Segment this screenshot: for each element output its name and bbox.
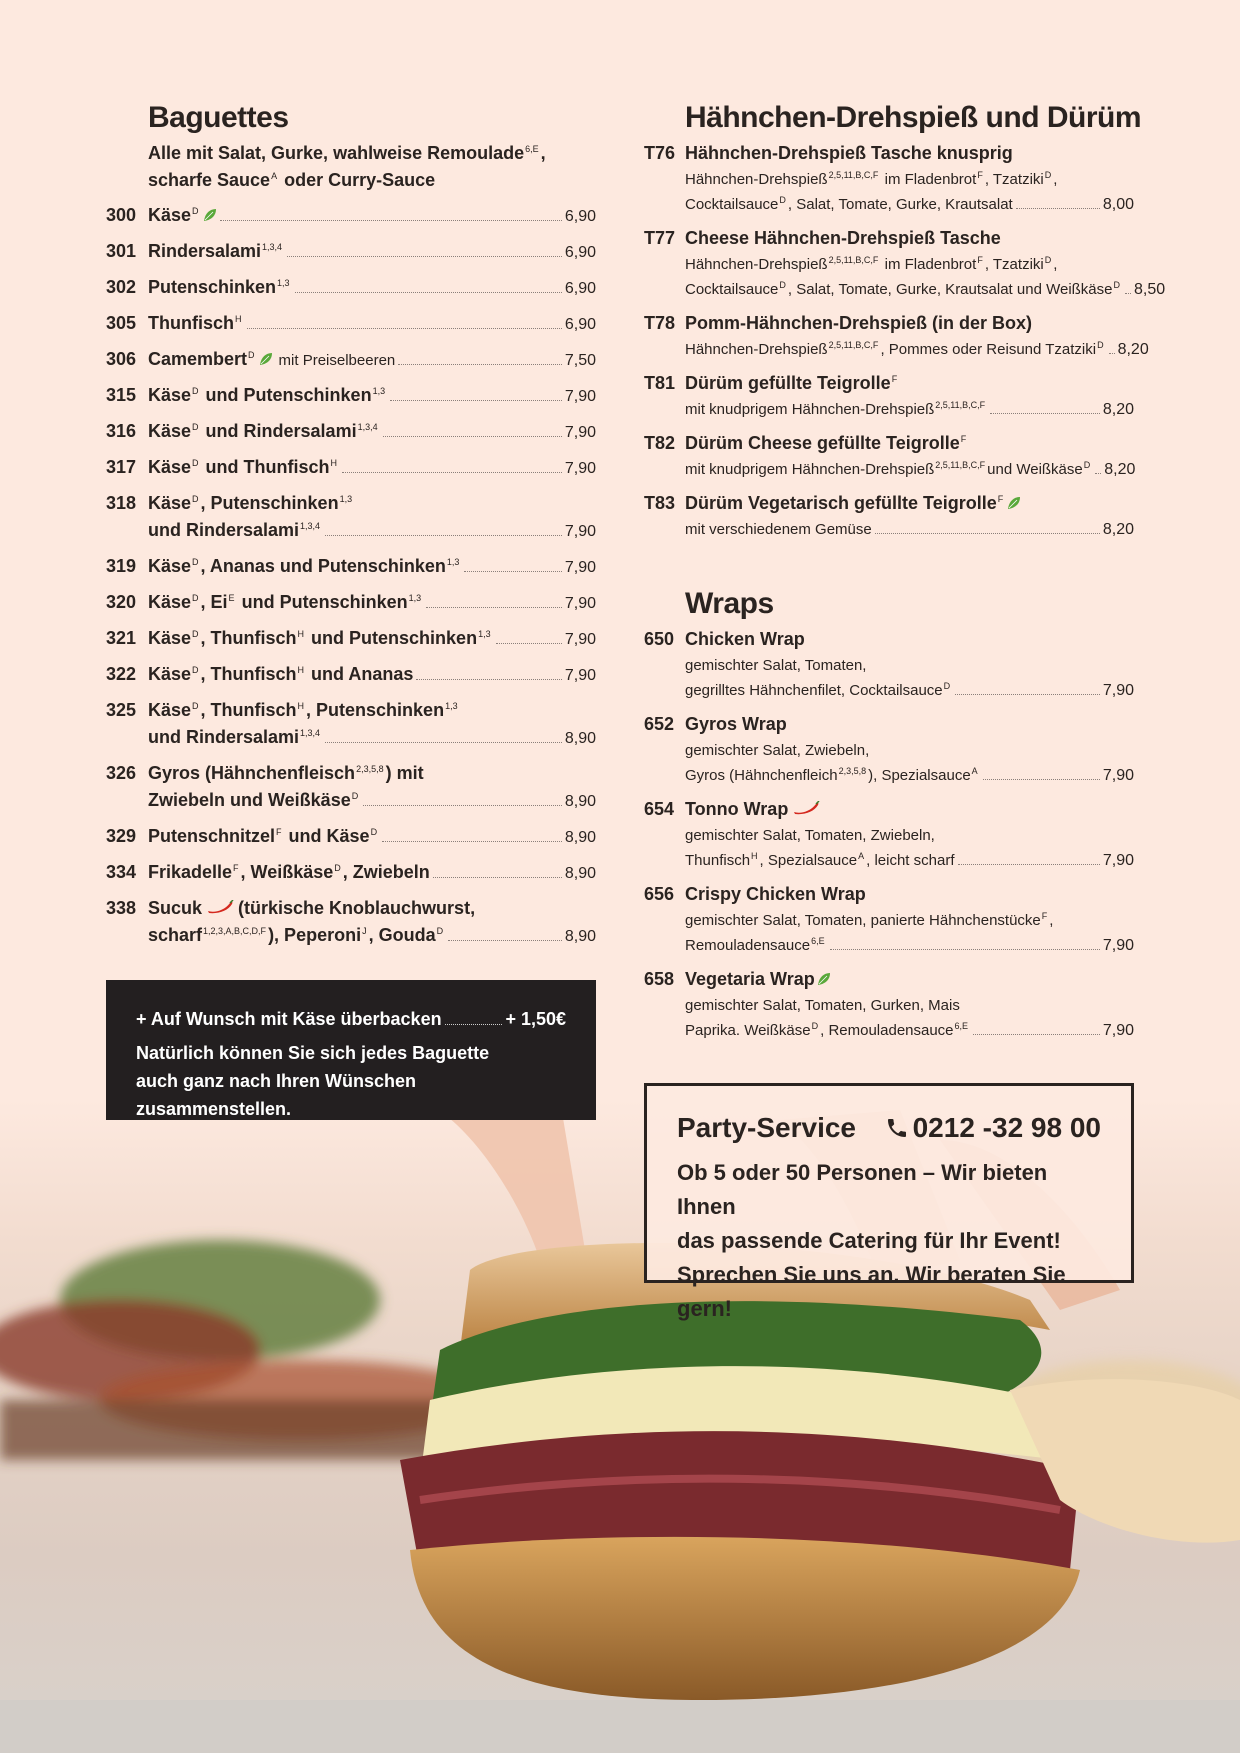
item-price: 7,90: [564, 631, 596, 648]
item-name: Käse$^D$ , Putenschinken$^{1,3}$: [148, 493, 353, 513]
dot-leader: [342, 472, 562, 473]
item-price: 8,90: [564, 928, 596, 945]
item-price: 8,20: [1102, 401, 1134, 418]
item-name: Frikadelle$^F$ , Weißkäse$^D$ , Zwiebeln: [148, 862, 430, 882]
item-desc: gemischter Salat, Tomaten, Gurken, Mais: [685, 997, 960, 1014]
item-note: mit Preiselbeeren: [278, 352, 396, 369]
menu-item-T77: [644, 225, 1166, 302]
item-number: 322: [106, 664, 137, 684]
item-name-line2: Zwiebeln und Weißkäse$^D$: [148, 790, 359, 810]
item-desc: Cocktailsauce$^D$ , Salat, Tomate, Gurke, Krautsalat und Weißkäse$^D$: [685, 280, 1120, 298]
menu-item-334: [106, 859, 596, 887]
extra-note: Natürlich können Sie sich jedes Baguette auch ganz nach Ihren Wünschen zusammenstellen.: [136, 1043, 490, 1119]
item-name: Käse$^D$ , Thunfisch$^H$ und Ananas: [148, 664, 414, 684]
item-name: Chicken Wrap: [685, 629, 805, 649]
item-price: 7,90: [564, 667, 596, 684]
item-price: 8,20: [1102, 521, 1134, 538]
item-price: 6,90: [564, 208, 596, 225]
dot-leader: [830, 949, 1100, 950]
item-price: 7,90: [564, 523, 596, 540]
dot-leader: [955, 694, 1100, 695]
menu-item-325: [106, 697, 596, 752]
intro-text: ,: [540, 143, 546, 163]
item-price: 7,90: [564, 559, 596, 576]
item-name: Vegetaria Wrap: [685, 966, 831, 993]
item-desc: Hähnchen-Drehspieß$^{2,5,11,B,C,F}$ im Fladenbrot$^F$ , Tzatziki$^D$ ,: [685, 170, 1058, 188]
item-name: Dürüm gefüllte Teigrolle$^F$: [685, 373, 898, 393]
item-name: Rindersalami$^{1,3,4}$: [148, 241, 283, 261]
dot-leader: [390, 400, 562, 401]
item-name: Camembert$^D$: [148, 346, 273, 373]
item-number: 334: [106, 862, 137, 882]
item-desc: gemischter Salat, Zwiebeln,: [685, 742, 870, 759]
dot-leader: [464, 571, 561, 572]
item-number: 315: [106, 385, 137, 405]
item-price: 8,90: [564, 829, 596, 846]
intro-text: scharfe Sauce: [148, 170, 271, 190]
intro-text: oder Curry-Sauce: [284, 170, 436, 190]
item-number: 318: [106, 493, 137, 513]
item-name: Crispy Chicken Wrap: [685, 884, 866, 904]
item-price: 8,20: [1117, 341, 1149, 358]
item-desc: mit verschiedenem Gemüse: [685, 521, 872, 538]
menu-item-656: [644, 881, 1134, 958]
dot-leader: [445, 1024, 503, 1025]
item-name: Gyros Wrap: [685, 714, 787, 734]
item-price: 6,90: [564, 244, 596, 261]
item-number: T76: [644, 143, 676, 163]
menu-item-319: [106, 553, 596, 581]
item-price: 7,90: [1102, 682, 1134, 699]
menu-item-306: [106, 346, 596, 374]
leaf-icon: [203, 208, 217, 222]
item-number: T82: [644, 433, 676, 453]
item-number: 325: [106, 700, 137, 720]
dot-leader: [1125, 293, 1131, 294]
chili-icon: [206, 900, 234, 914]
item-number: T81: [644, 373, 676, 393]
item-name: Käse$^D$ und Rindersalami$^{1,3,4}$: [148, 421, 378, 441]
item-number: 338: [106, 898, 137, 918]
dot-leader: [325, 742, 562, 743]
chili-icon: [792, 801, 820, 815]
extra-price: + 1,50€: [505, 1009, 566, 1029]
item-price: 8,50: [1134, 281, 1166, 298]
item-name-line2: scharf$^{1,2,3,A,B,C,D,F}$ ), Peperoni$^J$ , Gouda$^D$: [148, 925, 444, 945]
dot-leader: [990, 413, 1100, 414]
item-name: Cheese Hähnchen-Drehspieß Tasche: [685, 228, 1001, 248]
item-desc: gemischter Salat, Tomaten, Zwiebeln,: [685, 827, 935, 844]
item-price: 7,90: [564, 388, 596, 405]
item-number: 652: [644, 714, 675, 734]
item-name: Hähnchen-Drehspieß Tasche knusprig: [685, 143, 1013, 163]
section-title-wraps: Wraps: [685, 587, 774, 620]
menu-item-316: [106, 418, 596, 446]
item-number: 654: [644, 799, 675, 819]
item-price: 8,90: [564, 730, 596, 747]
item-price: 7,90: [564, 424, 596, 441]
dot-leader: [1016, 208, 1100, 209]
cheese-extra-box: [106, 980, 596, 1120]
dot-leader: [220, 220, 562, 221]
item-price: 7,90: [1102, 1022, 1134, 1039]
party-service-box: [644, 1083, 1134, 1321]
section-title-haehnchen: Hähnchen-Drehspieß und Dürüm: [685, 101, 1142, 134]
dot-leader: [433, 877, 562, 878]
dot-leader: [416, 679, 561, 680]
item-number: 650: [644, 629, 675, 649]
item-price: 8,90: [564, 793, 596, 810]
extra-label: + Auf Wunsch mit Käse überbacken: [136, 1009, 442, 1029]
item-name: Käse$^D$ und Putenschinken$^{1,3}$: [148, 385, 386, 405]
item-price: 8,90: [564, 865, 596, 882]
party-phone[interactable]: [885, 1112, 1101, 1144]
dot-leader: [875, 533, 1100, 534]
dot-leader: [1095, 473, 1101, 474]
item-name: Käse$^D$ , Thunfisch$^H$ , Putenschinken$^{1,3}$: [148, 700, 458, 720]
dot-leader: [398, 364, 562, 365]
dot-leader: [295, 292, 562, 293]
leaf-icon: [1007, 496, 1021, 510]
item-number: 656: [644, 884, 675, 904]
menu-item-338: [106, 895, 596, 950]
menu-item-300: [106, 202, 596, 230]
item-name: Putenschnitzel$^F$ und Käse$^D$: [148, 826, 378, 846]
menu-item-T82: [644, 430, 1134, 482]
item-price: 7,90: [1102, 937, 1134, 954]
item-number: T78: [644, 313, 676, 333]
item-number: 321: [106, 628, 137, 648]
dot-leader: [247, 328, 562, 329]
leaf-icon: [817, 972, 831, 986]
right-column: [644, 100, 1166, 1043]
item-number: 301: [106, 241, 137, 261]
item-number: 658: [644, 969, 675, 989]
menu-item-301: [106, 238, 596, 266]
dot-leader: [1109, 353, 1115, 354]
item-price: 8,20: [1104, 461, 1136, 478]
menu-item-320: [106, 589, 596, 617]
allergen-sup: A: [271, 171, 278, 181]
dot-leader: [383, 436, 562, 437]
item-name: Käse$^D$ , Ananas und Putenschinken$^{1,3}$: [148, 556, 460, 576]
intro-text: Alle mit Salat, Gurke, wahlweise Remoulade: [148, 143, 525, 163]
item-name: Käse$^D$: [148, 202, 217, 229]
item-number: 302: [106, 277, 137, 297]
menu-item-650: [644, 626, 1134, 703]
menu-item-302: [106, 274, 596, 302]
item-price: 8,00: [1102, 196, 1134, 213]
dot-leader: [448, 940, 562, 941]
leaf-icon: [259, 352, 273, 366]
baguettes-intro: [148, 140, 596, 194]
menu-item-654: [644, 796, 1134, 873]
item-number: T83: [644, 493, 676, 513]
dot-leader: [496, 643, 562, 644]
item-price: 7,90: [1102, 852, 1134, 869]
item-desc: gemischter Salat, Tomaten, panierte Hähnchenstücke$^F$ ,: [685, 911, 1054, 929]
menu-item-T83: [644, 490, 1134, 542]
item-name: Käse$^D$ und Thunfisch$^H$: [148, 457, 338, 477]
item-desc: Paprika. Weißkäse$^D$ , Remouladensauce$^{6,E}$: [685, 1021, 969, 1039]
item-desc: Hähnchen-Drehspieß$^{2,5,11,B,C,F}$ , Pommes oder Reisund Tzatziki$^D$: [685, 340, 1104, 358]
item-number: 316: [106, 421, 137, 441]
item-price: 7,90: [564, 460, 596, 477]
item-number: 320: [106, 592, 137, 612]
party-text: Ob 5 oder 50 Personen – Wir bieten Ihnen das passende Catering für Ihr Event! Sprechen Sie uns an. Wir beraten Sie gern!: [677, 1160, 1066, 1321]
menu-item-T76: [644, 140, 1134, 217]
item-desc: Hähnchen-Drehspieß$^{2,5,11,B,C,F}$ im Fladenbrot$^F$ , Tzatziki$^D$ ,: [685, 255, 1058, 273]
menu-item-318: [106, 490, 596, 545]
item-name: Käse$^D$ , $Ei^E$ und Putenschinken$^{1,3}$: [148, 592, 422, 612]
menu-item-658: [644, 966, 1134, 1043]
item-number: 306: [106, 349, 137, 369]
phone-number: 0212 -32 98 00: [912, 1112, 1101, 1143]
item-name: Thunfisch$^H$: [148, 313, 242, 333]
menu-item-T78: [644, 310, 1149, 362]
item-desc: Cocktailsauce$^D$ , Salat, Tomate, Gurke, Krautsalat: [685, 195, 1013, 213]
item-number: 329: [106, 826, 137, 846]
item-desc: Remouladensauce$^{6,E}$: [685, 936, 825, 954]
menu-item-305: [106, 310, 596, 338]
dot-leader: [287, 256, 562, 257]
item-name: Pomm-Hähnchen-Drehspieß (in der Box): [685, 313, 1033, 333]
item-name-line2: und Rindersalami$^{1,3,4}$: [148, 520, 321, 540]
dot-leader: [382, 841, 562, 842]
item-number: T77: [644, 228, 676, 248]
section-title-baguettes: Baguettes: [148, 101, 289, 134]
item-name: Gyros (Hähnchenfleisch$^{2,3,5,8}$ ) mit: [148, 763, 424, 783]
item-name: Tonno Wrap: [685, 796, 824, 823]
dot-leader: [983, 779, 1100, 780]
allergen-sup: 6,E: [525, 144, 539, 154]
item-name: Sucuk (türkische Knoblauchwurst,: [148, 898, 476, 918]
item-desc: gemischter Salat, Tomaten,: [685, 657, 867, 674]
item-name-line2: und Rindersalami$^{1,3,4}$: [148, 727, 321, 747]
item-number: 317: [106, 457, 137, 477]
item-desc: mit knudprigem Hähnchen-Drehspieß$^{2,5,11,B,C,F}$ und Weißkäse$^D$: [685, 460, 1091, 478]
menu-item-329: [106, 823, 596, 851]
item-desc: Thunfisch$^H$ , Spezialsauce$^A$ , leicht scharf: [685, 851, 955, 869]
item-name: Käse$^D$ , Thunfisch$^H$ und Putenschinken$^{1,3}$: [148, 628, 491, 648]
dot-leader: [363, 805, 562, 806]
item-name: Dürüm Cheese gefüllte Teigrolle$^F$: [685, 433, 967, 453]
item-number: 326: [106, 763, 137, 783]
item-price: 7,90: [564, 595, 596, 612]
item-number: 305: [106, 313, 137, 333]
menu-item-317: [106, 454, 596, 482]
menu-item-322: [106, 661, 596, 689]
item-desc: Gyros (Hähnchenfleich$^{2,3,5,8}$ ), Spezialsauce$^A$: [685, 766, 978, 784]
dot-leader: [325, 535, 562, 536]
menu-item-326: [106, 760, 596, 815]
menu-item-652: [644, 711, 1134, 788]
dot-leader: [973, 1034, 1100, 1035]
item-price: 6,90: [564, 280, 596, 297]
menu-item-321: [106, 625, 596, 653]
item-number: 319: [106, 556, 137, 576]
dot-leader: [958, 864, 1100, 865]
item-name: Putenschinken$^{1,3}$: [148, 277, 290, 297]
menu-item-T81: [644, 370, 1134, 422]
party-title: Party-Service: [677, 1112, 857, 1143]
menu-item-315: [106, 382, 596, 410]
dot-leader: [426, 607, 562, 608]
item-number: 300: [106, 205, 137, 225]
baguettes-section: [106, 100, 596, 950]
item-price: 7,50: [564, 352, 596, 369]
item-name: Dürüm Vegetarisch gefüllte Teigrolle$^F$: [685, 490, 1021, 517]
item-price: 7,90: [1102, 767, 1134, 784]
item-price: 6,90: [564, 316, 596, 333]
item-desc: mit knudprigem Hähnchen-Drehspieß$^{2,5,11,B,C,F}$: [685, 400, 986, 418]
item-desc: gegrilltes Hähnchenfilet, Cocktailsauce$^D$: [685, 681, 951, 699]
phone-icon: [885, 1116, 909, 1140]
